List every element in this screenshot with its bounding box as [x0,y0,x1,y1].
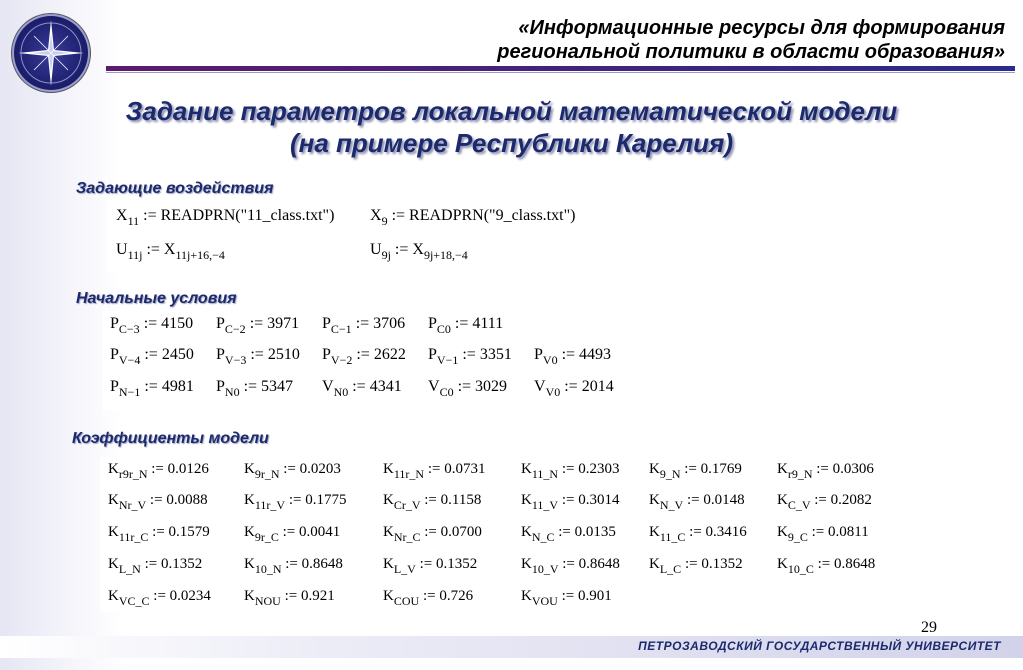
coefficient-symbol: K [777,461,788,477]
coefficient-subscript: 9r_C [254,530,279,544]
coefficient [244,524,340,545]
coefficient-value: 0.1352 [701,556,743,572]
formula-subscript: 9j+18,−4 [423,248,468,262]
coefficient-subscript: 9r_N [254,467,280,481]
initial-condition [428,346,512,368]
coefficient-value: 0.0148 [703,492,745,508]
coefficient-symbol: K [649,492,660,508]
condition-symbol: P [428,315,437,332]
coefficient-subscript: Nr_V [118,498,147,512]
coefficient-symbol: K [649,556,660,572]
coefficient-symbol: K [108,492,119,508]
condition-symbol: V [534,378,546,395]
condition-value: 2622 [373,346,406,363]
coefficient-value: 0.1579 [168,524,210,540]
coefficient-value: 0.1769 [700,461,742,477]
assign-operator: := [420,524,441,540]
coefficient [649,461,742,482]
condition-value: 4341 [369,378,402,395]
assign-operator: := [149,588,170,604]
input-formula [116,241,225,263]
coefficient-symbol: K [383,461,394,477]
assign-operator: := [278,524,299,540]
initial-condition [110,315,193,337]
coefficient-value: 0.0135 [574,524,616,540]
coefficient [108,588,211,609]
assign-operator: := [348,378,370,395]
condition-value: 3706 [373,315,406,332]
coefficient-value: 0.8648 [834,556,876,572]
coefficient-symbol: K [244,588,255,604]
coefficient-subscript: Cr_V [393,498,421,512]
coefficient [244,588,335,609]
formula-symbol: U [116,241,128,258]
formula-expression: := X [142,241,176,258]
condition-symbol: P [216,315,225,332]
coefficient-subscript: N_V [659,498,684,512]
assign-operator: := [558,492,579,508]
assign-operator: := [558,556,579,572]
condition-symbol: V [428,378,440,395]
initial-condition [216,346,300,368]
coefficient-value: 0.1352 [435,556,478,572]
coefficient-value: 0.0234 [169,588,211,604]
input-formula [370,241,468,263]
assign-operator: := [807,524,828,540]
coefficient-value: 0.3014 [578,492,620,508]
coefficient-subscript: 11r_V [254,498,286,512]
coefficient-symbol: K [244,556,255,572]
assign-operator: := [810,492,831,508]
coefficient-value: 0.1352 [160,556,203,572]
coefficient-symbol: K [777,524,788,540]
initial-condition [110,346,194,368]
condition-value: 2450 [161,346,194,363]
condition-value: 2014 [581,378,614,395]
coefficient [244,556,343,577]
assign-operator: := [557,346,580,363]
assign-operator: := [281,556,302,572]
condition-symbol: P [110,315,119,332]
initial-condition [322,346,406,368]
formula-subscript: 11 [127,214,140,228]
formula-subscript: 9 [381,214,388,228]
initial-condition [110,378,194,400]
initial-condition [534,378,614,400]
assign-operator: := [419,588,440,604]
condition-value: 4150 [161,315,194,332]
coefficient-subscript: 11_C [659,530,686,544]
condition-symbol: P [216,346,225,363]
coefficient-subscript: 10_C [787,562,814,576]
initial-condition [322,315,405,337]
assign-operator: := [140,346,162,363]
coefficient-symbol: K [108,461,119,477]
condition-symbol: P [216,378,225,395]
condition-symbol: P [534,346,543,363]
coefficient-symbol: K [777,556,788,572]
coefficient-value: 0.0041 [298,524,341,540]
coefficient-symbol: K [521,556,532,572]
coefficient-subscript: 11r_C [118,530,149,544]
coefficient-subscript: Nr_C [393,530,421,544]
coefficient [649,556,743,577]
condition-value: 2510 [267,346,300,363]
coefficient-subscript: r9_N [787,467,813,481]
coefficient-symbol: K [244,461,255,477]
assign-operator: := [246,346,268,363]
coefficient [244,461,341,482]
coefficient-symbol: K [777,492,788,508]
condition-symbol: P [428,346,437,363]
assign-operator: := [146,492,167,508]
coefficient-subscript: L_V [393,562,416,576]
condition-subscript: C−3 [118,322,140,336]
coefficient-subscript: L_C [659,562,682,576]
coefficient-value: 0.8648 [301,556,343,572]
page-number: 29 [921,619,937,636]
condition-subscript: C0 [436,322,451,336]
coefficient [521,588,612,609]
coefficient-value: 0.0700 [440,524,482,540]
formula-symbol: U [370,241,382,258]
header-divider [106,66,1015,71]
assign-operator: := [554,524,575,540]
formula-symbol: X [116,207,128,224]
coefficient [244,492,346,513]
coefficient-symbol: K [649,524,660,540]
coefficient [383,556,477,577]
coefficient-symbol: K [521,492,532,508]
coefficient-value: 0.0731 [444,461,486,477]
condition-subscript: N0 [333,385,349,399]
assign-operator: := [245,315,268,332]
coefficient-symbol: K [383,556,394,572]
coefficient-value: 0.1158 [440,492,482,508]
condition-symbol: V [322,378,334,395]
condition-value: 3029 [475,378,508,395]
initial-condition [428,378,507,400]
coefficient-symbol: K [521,461,532,477]
coefficient [521,461,619,482]
assign-operator: := [352,346,374,363]
coefficient-symbol: K [383,524,394,540]
condition-subscript: C0 [439,385,454,399]
header-divider-thin [106,72,1015,73]
slide-title-line-2: (на примере Республики Карелия) [289,128,734,158]
coefficient [383,492,481,513]
section-initial-label: Начальные условия [76,290,237,307]
condition-value: 3971 [267,315,300,332]
assign-operator: := [683,492,704,508]
coefficient-value: 0.0126 [167,461,209,477]
coefficient-symbol: K [108,524,119,540]
coefficient-symbol: K [108,556,119,572]
coefficient-value: 0.2303 [578,461,620,477]
footer-university: ПЕТРОЗАВОДСКИЙ ГОСУДАРСТВЕННЫЙ УНИВЕРСИТЕТ [638,639,1001,653]
condition-value: 4493 [579,346,612,363]
coefficient-symbol: K [521,588,532,604]
condition-subscript: V0 [542,353,558,367]
assign-operator: := [450,315,473,332]
coefficient-value: 0.0088 [166,492,208,508]
coefficient-subscript: COU [393,594,420,608]
coefficient-subscript: 9_N [659,467,681,481]
coefficient [383,588,473,609]
input-formula [370,207,575,229]
coefficient-value: 0.1775 [305,492,347,508]
coefficient [521,524,616,545]
coefficient-subscript: NOU [254,594,281,608]
assign-operator: := [557,588,578,604]
assign-operator: := [351,315,374,332]
assign-operator: := [280,588,301,604]
coefficient-value: 0.2082 [830,492,872,508]
coefficient-symbol: K [244,524,255,540]
condition-subscript: V0 [545,385,561,399]
assign-operator: := [239,378,262,395]
assign-operator: := [681,556,702,572]
formula-expression: := READPRN("9_class.txt") [387,207,576,224]
coefficient-value: 0.726 [439,588,474,604]
condition-symbol: P [110,346,119,363]
condition-subscript: V−3 [224,353,247,367]
assign-operator: := [558,461,579,477]
assign-operator: := [140,378,162,395]
coefficient-subscript: VOU [531,594,558,608]
coefficient-value: 0.8648 [578,556,620,572]
assign-operator: := [420,492,441,508]
coefficient-subscript: 11_V [531,498,559,512]
formula-subscript: 9j [381,248,391,262]
coefficient [108,492,208,513]
condition-subscript: V−4 [118,353,141,367]
condition-subscript: C−1 [330,322,352,336]
initial-condition [428,315,503,337]
coefficient-subscript: 9_C [787,530,808,544]
condition-value: 4981 [161,378,194,395]
coefficient [521,492,619,513]
header-title [497,16,1005,64]
formula-symbol: X [370,207,382,224]
coefficient [108,461,209,482]
coefficient [777,461,874,482]
coefficient [649,524,747,545]
formula-subscript: 11j [127,248,143,262]
assign-operator: := [147,461,168,477]
initial-condition [322,378,402,400]
condition-subscript: C−2 [224,322,246,336]
assign-operator: := [812,461,833,477]
coefficient-symbol: K [108,588,119,604]
condition-symbol: P [110,378,119,395]
assign-operator: := [813,556,834,572]
input-formula [116,207,334,229]
coefficient-symbol: K [383,492,394,508]
coefficient-value: 0.0203 [299,461,341,477]
condition-subscript: V−1 [436,353,459,367]
assign-operator: := [279,461,300,477]
coefficient-symbol: K [383,588,394,604]
formula-expression: := READPRN("11_class.txt") [139,207,335,224]
coefficient-symbol: K [521,524,532,540]
coefficient-value: 0.3416 [705,524,747,540]
assign-operator: := [285,492,306,508]
condition-subscript: V−2 [330,353,353,367]
slide-title [0,95,1023,159]
initial-condition [216,378,293,400]
coefficient-subscript: L_N [118,562,141,576]
header-line-2: региональной политики в области образования» [497,41,1005,63]
initial-condition [216,315,299,337]
formula-subscript: 11j+16,−4 [175,248,225,262]
condition-value: 5347 [261,378,294,395]
university-logo [12,14,90,92]
coefficient-value: 0.0811 [828,524,869,540]
section-coeffs-label: Коэффициенты модели [72,430,269,447]
assign-operator: := [140,556,161,572]
initial-condition [534,346,611,368]
coefficient [383,461,485,482]
assign-operator: := [139,315,162,332]
coefficient-symbol: K [244,492,255,508]
condition-symbol: P [322,315,331,332]
coefficient [777,524,869,545]
assign-operator: := [680,461,701,477]
condition-subscript: N−1 [118,385,141,399]
coefficient [383,524,482,545]
assign-operator: := [685,524,706,540]
coefficient-value: 0.921 [300,588,335,604]
condition-symbol: P [322,346,331,363]
assign-operator: := [148,524,169,540]
coefficient [649,492,745,513]
condition-value: 4111 [472,315,504,332]
assign-operator: := [453,378,476,395]
assign-operator: := [458,346,480,363]
coefficient [777,492,872,513]
coefficient-subscript: 11_N [531,467,559,481]
coefficient [777,556,875,577]
coefficient-subscript: C_V [787,498,811,512]
coefficient-subscript: 11r_N [393,467,425,481]
assign-operator: := [415,556,436,572]
assign-operator: := [560,378,582,395]
slide-title-line-1: Задание параметров локальной математической модели [125,96,898,126]
coefficient [108,524,210,545]
coefficient-subscript: 10_N [254,562,282,576]
coefficient-subscript: N_C [531,530,555,544]
condition-subscript: N0 [224,385,240,399]
section-inputs-label: Задающие воздействия [76,180,274,197]
coefficient-subscript: VC_C [118,594,150,608]
assign-operator: := [424,461,445,477]
coefficient-subscript: 10_V [531,562,559,576]
condition-value: 3351 [479,346,512,363]
coefficient [521,556,620,577]
coeffs-panel [100,457,895,612]
formula-expression: := X [390,241,424,258]
coefficient-symbol: K [649,461,660,477]
coefficient-value: 0.901 [577,588,612,604]
coefficient-value: 0.0306 [832,461,874,477]
header-line-1: «Информационные ресурсы для формирования [518,17,1005,39]
star-icon [12,14,90,92]
coefficient [108,556,202,577]
coefficient-subscript: r9r_N [118,467,148,481]
